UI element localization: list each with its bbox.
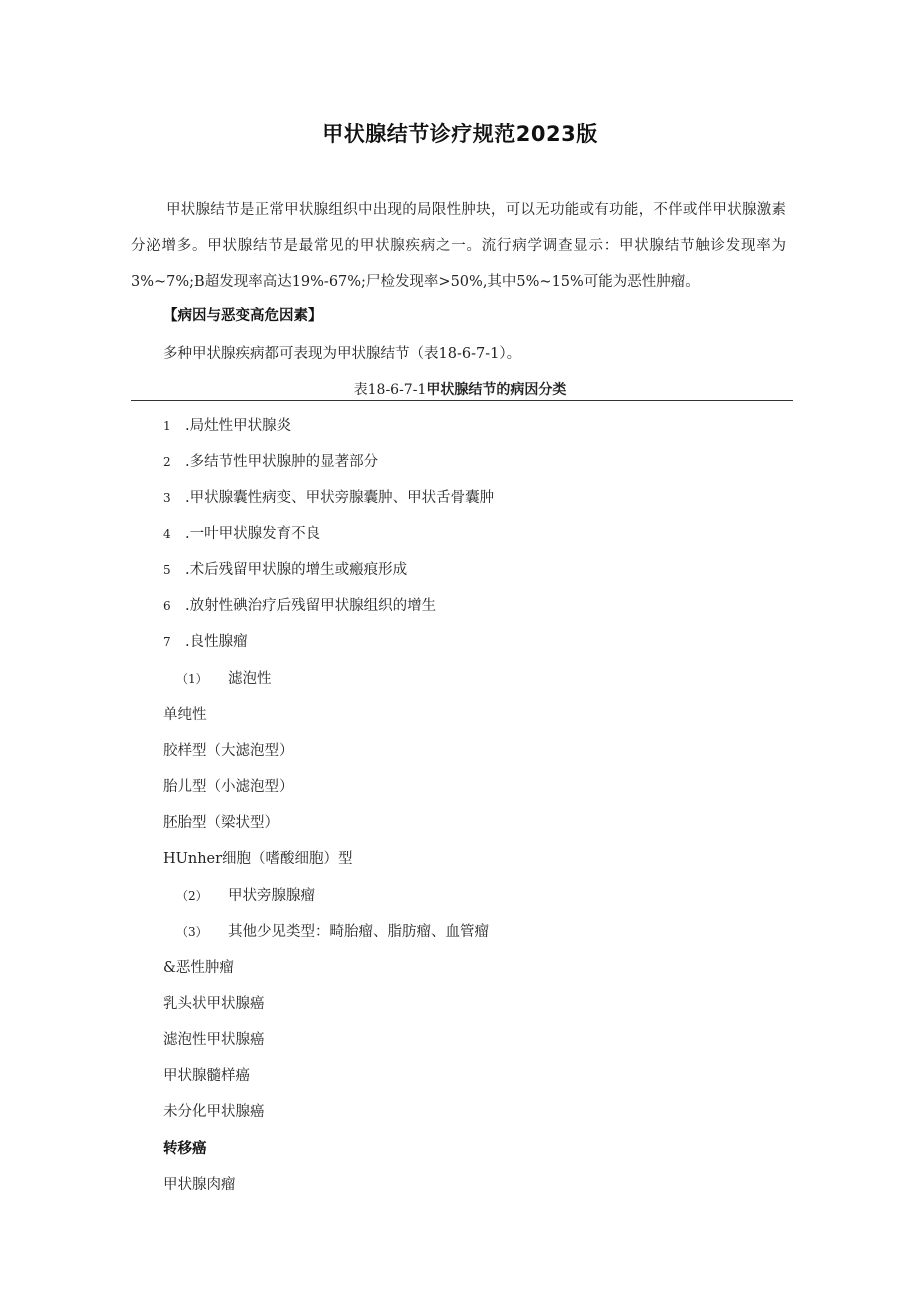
malignant-type: 未分化甲状腺癌: [163, 1104, 265, 1120]
sub-item-parathyroid: （2） 甲状旁腺腺瘤: [176, 888, 315, 904]
malignant-heading: &恶性肿瘤: [163, 960, 234, 976]
list-item: 5 .术后残留甲状腺的增生或瘢痕形成: [163, 562, 408, 578]
table-top-rule: [131, 400, 793, 401]
page-title: 甲状腺结节诊疗规范2023版: [322, 122, 598, 146]
follicular-type: 胶样型（大滤泡型）: [163, 743, 294, 759]
metastatic-heading: 转移癌: [163, 1141, 207, 1157]
list-item: 3 .甲状腺囊性病变、甲状旁腺囊肿、甲状舌骨囊肿: [163, 490, 495, 506]
sub-item-follicular: （1） 滤泡性: [176, 671, 272, 687]
malignant-type: 甲状腺髓样癌: [163, 1068, 250, 1084]
malignant-type: 乳头状甲状腺癌: [163, 996, 265, 1012]
table-caption-number: 表18-6-7-1: [353, 382, 427, 398]
list-item: 6 .放射性碘治疗后残留甲状腺组织的增生: [163, 598, 437, 614]
malignant-type: 滤泡性甲状腺癌: [163, 1032, 265, 1048]
list-item: 1 .局灶性甲状腺炎: [163, 418, 292, 434]
intro-paragraph: 甲状腺结节是正常甲状腺组织中出现的局限性肿块，可以无功能或有功能，不伴或伴甲状腺激素分泌增多。甲状腺结节是最常见的甲状腺疾病之一。流行病学调查显示：甲状腺结节触诊发现率为3%~7%;B超发现率高达19%-67%;尸检发现率>50%,其中5%~15%可能为恶性肿瘤。: [131, 202, 786, 290]
list-item: 7 .良性腺瘤: [163, 634, 248, 650]
list-item: 4 .一叶甲状腺发育不良: [163, 526, 321, 542]
sub-item-other: （3） 其他少见类型：畸胎瘤、脂肪瘤、血管瘤: [176, 924, 489, 940]
follicular-type: HUnher细胞（嗜酸细胞）型: [163, 851, 353, 867]
follicular-type: 胚胎型（梁状型）: [163, 815, 279, 831]
follicular-type: 胎儿型（小滤泡型）: [163, 779, 294, 795]
table-caption: [0, 379, 920, 399]
last-item: 甲状腺肉瘤: [163, 1177, 236, 1193]
section-heading: 【病因与恶变高危因素】: [163, 308, 323, 324]
table-caption-text: 甲状腺结节的病因分类: [426, 382, 567, 398]
section-text: 多种甲状腺疾病都可表现为甲状腺结节（表18-6-7-1）。: [163, 346, 522, 362]
list-item: 2 .多结节性甲状腺肿的显著部分: [163, 454, 379, 470]
follicular-type: 单纯性: [163, 707, 207, 723]
